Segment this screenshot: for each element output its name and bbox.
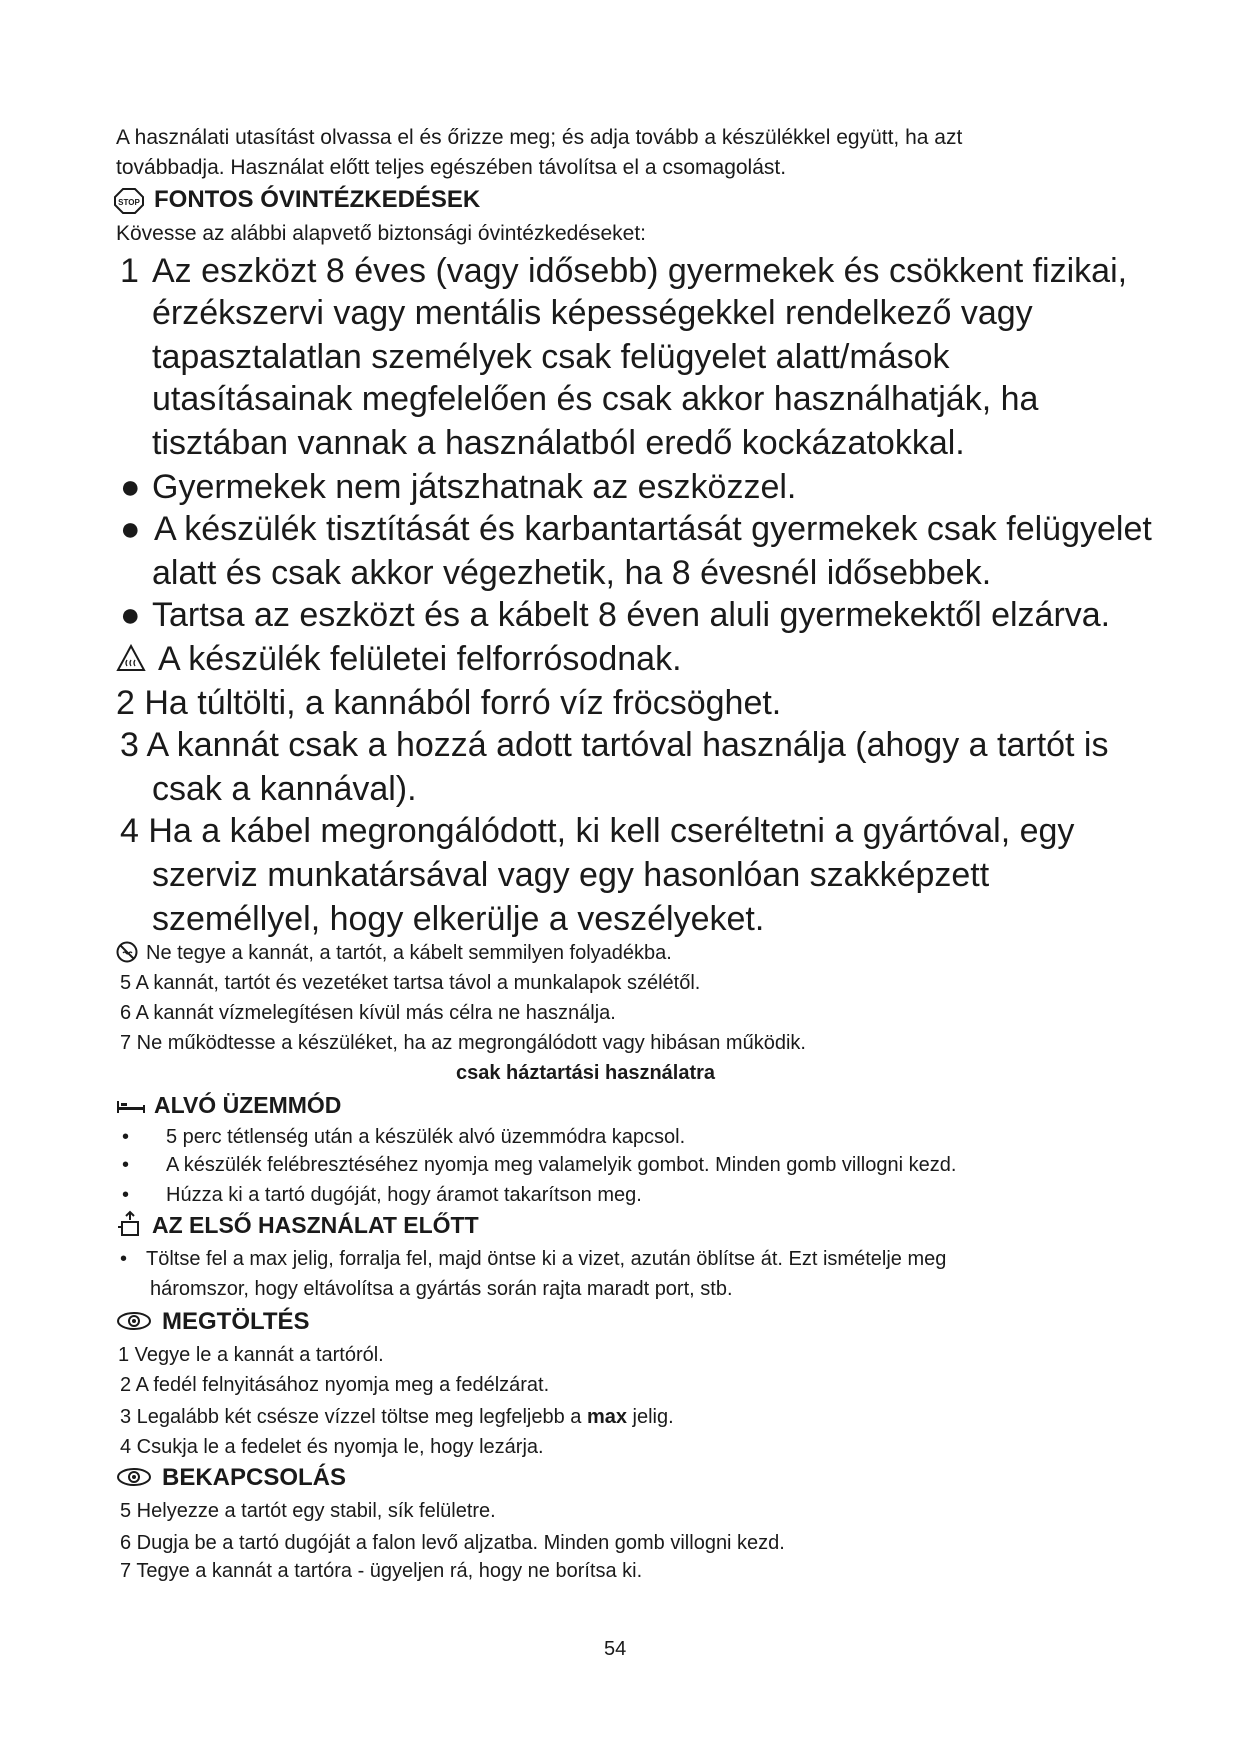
no-immerse-icon <box>116 941 138 963</box>
household-use-note: csak háztartási használatra <box>456 1062 716 1084</box>
first-use-line-2: háromszor, hogy eltávolítsa a gyártás során rajta maradt port, stb. <box>150 1278 733 1300</box>
bed-icon <box>116 1096 146 1114</box>
safety-heading: FONTOS ÓVINTÉZKEDÉSEK <box>154 186 481 213</box>
safety-item-5: 5 A kannát, tartót és vezetéket tartsa távol a munkalapok szélétől. <box>120 972 701 994</box>
eye-icon <box>116 1467 152 1487</box>
safety-item1-number: 1 <box>120 252 139 290</box>
safety-item-3-line-1: 3 A kannát csak a hozzá adott tartóval használja (ahogy a tartót is <box>120 726 1109 764</box>
safety-bullet-2-line-1: A készülék tisztítását és karbantartását gyermekek csak felügyelet <box>154 510 1152 548</box>
bullet-dot-icon: ● <box>120 510 141 548</box>
safety-item1-line-5: tisztában vannak a használatból eredő kockázatokkal. <box>152 424 965 462</box>
safety-bullet-2-line-2: alatt és csak akkor végezhetik, ha 8 évesnél idősebbek. <box>152 554 992 592</box>
intro-line-2: továbbadja. Használat előtt teljes egészében távolítsa el a csomagolást. <box>116 156 787 179</box>
filling-heading-row <box>116 1308 310 1336</box>
safety-item1-line-4: utasításainak megfelelően és csak akkor használhatják, ha <box>152 380 1039 418</box>
intro-line-1: A használati utasítást olvassa el és őrizze meg; és adja tovább a készülékkel együtt, ha azt <box>116 126 963 149</box>
hot-surface-warning-icon <box>116 644 146 672</box>
filling-item-3-max: max <box>586 1406 627 1428</box>
page-number: 54 <box>604 1638 627 1660</box>
safety-item-4-line-3: személlyel, hogy elkerülje a veszélyeket. <box>152 900 765 938</box>
filling-item-3-post: jelig. <box>626 1406 674 1428</box>
stop-sign-label: STOP <box>118 197 140 207</box>
filling-item-4: 4 Csukja le a fedelet és nyomja le, hogy lezárja. <box>120 1436 544 1458</box>
safety-heading-row <box>114 186 480 214</box>
safety-item-6: 6 A kannát vízmelegítésen kívül más célra ne használja. <box>120 1002 616 1024</box>
kettle-first-use-icon <box>116 1210 144 1238</box>
bullet-dot-icon: ● <box>120 468 141 506</box>
first-use-heading-row <box>116 1212 479 1239</box>
sleep-heading: ALVÓ ÜZEMMÓD <box>154 1092 342 1118</box>
sleep-bullet-2: A készülék felébresztéséhez nyomja meg valamelyik gombot. Minden gomb villogni kezd. <box>166 1154 957 1176</box>
switch-on-item-5: 5 Helyezze a tartót egy stabil, sík felületre. <box>120 1500 496 1522</box>
eye-icon <box>116 1311 152 1331</box>
safety-item-2: 2 Ha túltölti, a kannából forró víz fröcsöghet. <box>116 684 782 722</box>
stop-sign-icon <box>114 188 144 214</box>
filling-item-2: 2 A fedél felnyitásához nyomja meg a fedélzárat. <box>120 1374 550 1396</box>
safety-item-7: 7 Ne működtesse a készüléket, ha az megrongálódott vagy hibásan működik. <box>120 1032 806 1054</box>
no-immerse-row <box>116 942 672 965</box>
bullet-dot-icon: • <box>122 1126 130 1148</box>
safety-bullet-3: Tartsa az eszközt és a kábelt 8 éven aluli gyermekektől elzárva. <box>152 596 1111 634</box>
bullet-dot-icon: ● <box>120 596 141 634</box>
switch-on-item-6: 6 Dugja be a tartó dugóját a falon levő aljzatba. Minden gomb villogni kezd. <box>120 1532 785 1554</box>
sleep-bullet-1: 5 perc tétlenség után a készülék alvó üzemmódra kapcsol. <box>166 1126 686 1148</box>
safety-item1-line-3: tapasztalatlan személyek csak felügyelet alatt/mások <box>152 338 950 376</box>
safety-item-4-line-2: szerviz munkatársával vagy egy hasonlóan szakképzett <box>152 856 990 894</box>
filling-item-1: 1 Vegye le a kannát a tartóról. <box>118 1344 384 1366</box>
safety-item1-line-1: Az eszközt 8 éves (vagy idősebb) gyermekek és csökkent fizikai, <box>152 252 1128 290</box>
safety-bullet-1: Gyermekek nem játszhatnak az eszközzel. <box>152 468 797 506</box>
safety-item-4-line-1: 4 Ha a kábel megrongálódott, ki kell cseréltetni a gyártóval, egy <box>120 812 1075 850</box>
switch-on-heading-row <box>116 1464 346 1492</box>
filling-item-3-pre: 3 Legalább két csésze vízzel töltse meg legfeljebb a <box>120 1406 587 1428</box>
switch-on-item-7: 7 Tegye a kannát a tartóra - ügyeljen rá, hogy ne borítsa ki. <box>120 1560 643 1582</box>
no-immerse-text: Ne tegye a kannát, a tartót, a kábelt semmilyen folyadékba. <box>146 942 672 964</box>
hot-warning-row <box>116 640 682 679</box>
sleep-bullet-3: Húzza ki a tartó dugóját, hogy áramot takarítson meg. <box>166 1184 642 1206</box>
hot-warning-text: A készülék felületei felforrósodnak. <box>158 640 682 678</box>
filling-heading: MEGTÖLTÉS <box>162 1308 310 1335</box>
sleep-heading-row <box>116 1092 341 1119</box>
first-use-line-1: Töltse fel a max jelig, forralja fel, majd öntse ki a vizet, azután öblítse át. Ezt ismételje meg <box>146 1248 947 1270</box>
filling-item-3 <box>120 1406 674 1429</box>
safety-item1-line-2: érzékszervi vagy mentális képességekkel rendelkező vagy <box>152 294 1033 332</box>
first-use-heading: AZ ELSŐ HASZNÁLAT ELŐTT <box>152 1212 479 1238</box>
bullet-dot-icon: • <box>122 1184 130 1206</box>
safety-item-3-line-2: csak a kannával). <box>152 770 417 808</box>
safety-subtitle: Kövesse az alábbi alapvető biztonsági óvintézkedéseket: <box>116 222 647 245</box>
bullet-dot-icon: • <box>120 1248 128 1270</box>
bullet-dot-icon: • <box>122 1154 130 1176</box>
switch-on-heading: BEKAPCSOLÁS <box>162 1464 347 1491</box>
